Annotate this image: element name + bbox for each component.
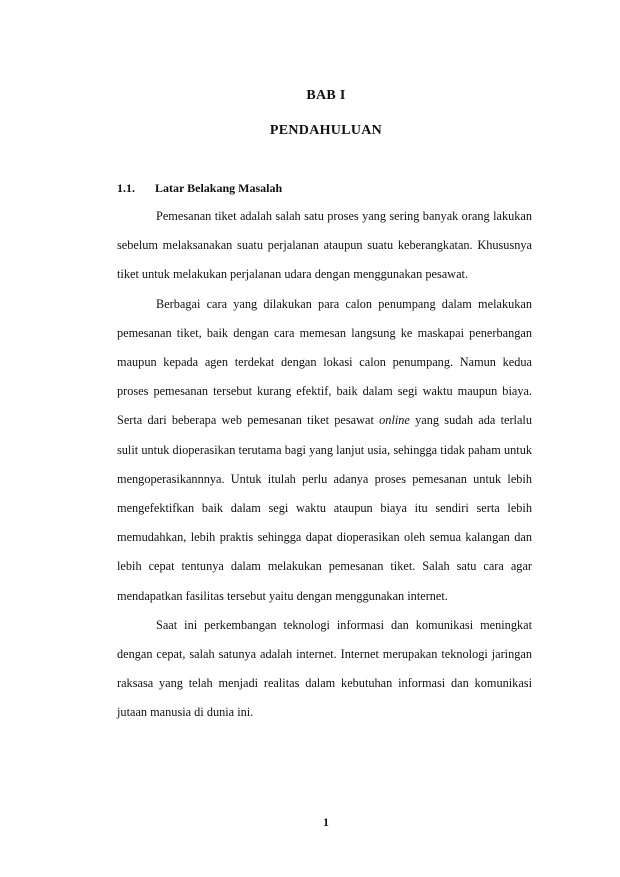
chapter-label: BAB I bbox=[306, 88, 346, 103]
paragraph-2 bbox=[117, 290, 532, 611]
paragraph-segment: Berbagai cara yang dilakukan para calon penumpang dalam melakukan pemesanan tiket, baik dengan cara memesan langsung ke maskapai penerbangan maupun kepada agen terdekat dengan lokasi calon penumpang. Namun kedua proses pemesanan tersebut kurang efektif, baik dalam segi waktu maupun biaya. Serta dari beberapa web pemesanan tiket pesawat bbox=[117, 296, 532, 428]
paragraph-segment-italic: online bbox=[379, 413, 410, 428]
page-number: 1 bbox=[323, 815, 329, 829]
section-heading bbox=[117, 181, 282, 196]
chapter-title: PENDAHULUAN bbox=[269, 123, 383, 138]
paragraph-3 bbox=[117, 611, 532, 728]
paragraph-segment: Pemesanan tiket adalah salah satu proses yang sering banyak orang lakukan sebelum melaksanakan suatu perjalanan ataupun suatu keberangkatan. Khususnya tiket untuk melakukan perjalanan udara dengan menggunakan pesawat. bbox=[117, 209, 532, 282]
paragraph-segment: Saat ini perkembangan teknologi informasi dan komunikasi meningkat dengan cepat, salah satunya adalah internet. Internet merupakan teknologi jaringan raksasa yang telah menjadi realitas dalam kebutuhan informasi dan komunikasi jutaan manusia di dunia ini. bbox=[117, 617, 532, 720]
section-title: Latar Belakang Masalah bbox=[155, 181, 283, 195]
section-number: 1.1. bbox=[117, 181, 135, 195]
paragraph-1 bbox=[117, 202, 532, 290]
body-text bbox=[117, 202, 532, 728]
paragraph-segment: yang sudah ada terlalu sulit untuk dioperasikan terutama bagi yang lanjut usia, sehingga tidak paham untuk mengoperasikannnya. Untuk itulah perlu adanya proses pemesanan untuk lebih mengefektifkan baik dalam segi waktu ataupun biaya itu sendiri serta lebih memudahkan, lebih praktis sehingga dapat dioperasikan oleh semua kalangan dan lebih cepat tentunya dalam melakukan pemesanan tiket. Salah satu cara agar mendapatkan fasilitas tersebut yaitu dengan menggunakan internet. bbox=[117, 413, 532, 603]
